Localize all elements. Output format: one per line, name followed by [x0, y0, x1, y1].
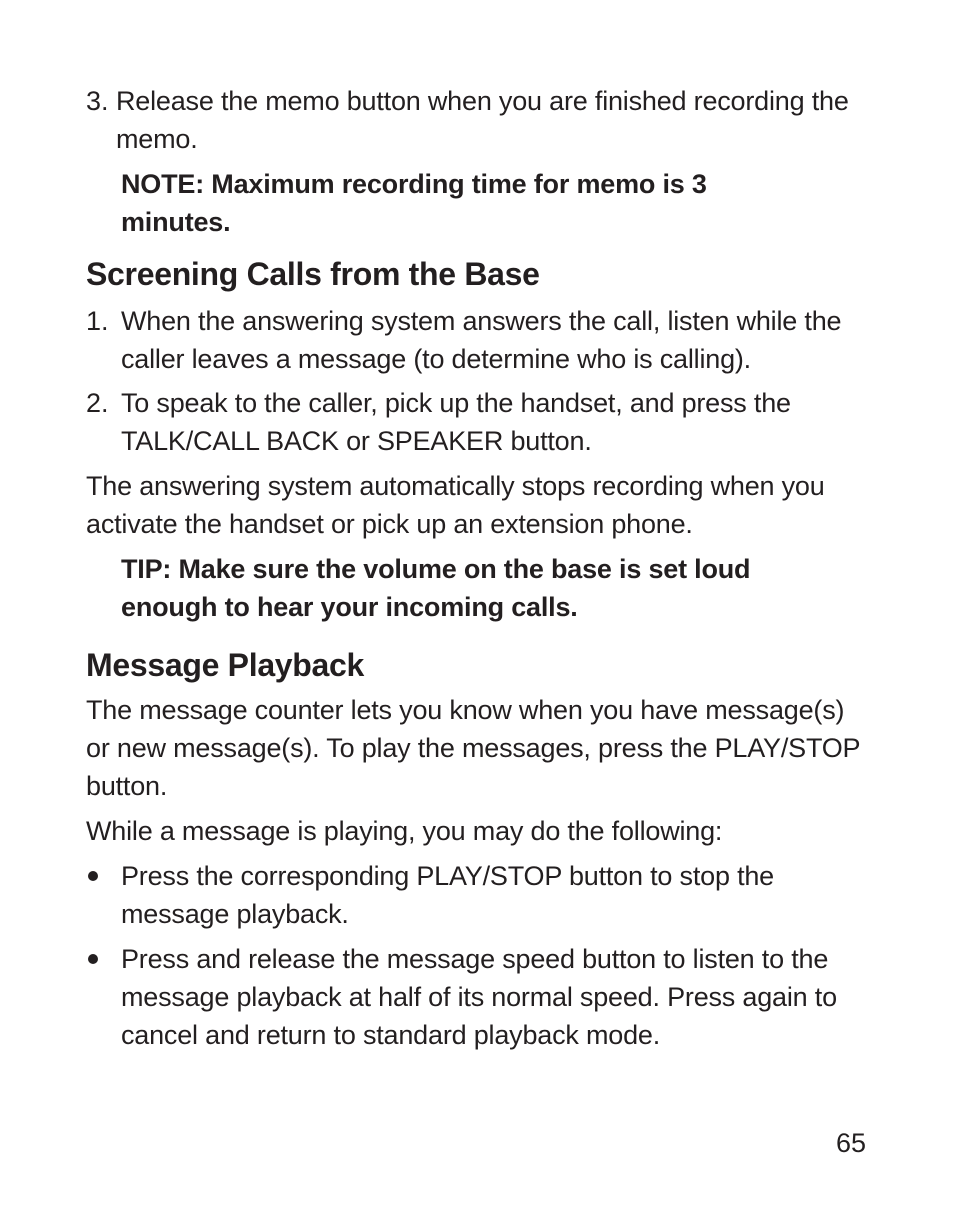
step-text: When the answering system answers the call, listen while the caller leaves a message (to determine who is calling).: [121, 306, 842, 374]
bullet-text: Press the corresponding PLAY/STOP button to stop the message playback.: [121, 861, 774, 929]
bullet-icon: [88, 954, 98, 964]
note-text: NOTE: Maximum recording time for memo is 3 minutes.: [121, 169, 707, 237]
screening-paragraph: The answering system automatically stops recording when you activate the handset or pick up an extension phone.: [86, 471, 825, 539]
step-number: 2.: [86, 388, 109, 418]
section-heading-playback: Message Playback: [86, 647, 365, 683]
tip-text: TIP: Make sure the volume on the base is set loud enough to hear your incoming calls.: [121, 554, 751, 622]
playback-paragraph-2: While a message is playing, you may do the following:: [86, 816, 723, 846]
bullet-text: Press and release the message speed button to listen to the message playback at half of its normal speed. Press again to cancel and return to standard playback mode.: [121, 944, 837, 1050]
step-number: 1.: [86, 306, 109, 336]
step-text: Release the memo button when you are finished recording the memo.: [116, 86, 849, 154]
step-number: 3.: [86, 86, 109, 116]
playback-paragraph-1: The message counter lets you know when you have message(s) or new message(s). To play the messages, press the PLAY/STOP button.: [86, 695, 860, 801]
page-number: 65: [836, 1128, 867, 1158]
bullet-icon: [88, 871, 98, 881]
section-heading-screening: Screening Calls from the Base: [86, 256, 540, 292]
step-text: To speak to the caller, pick up the handset, and press the TALK/CALL BACK or SPEAKER button.: [121, 388, 791, 456]
